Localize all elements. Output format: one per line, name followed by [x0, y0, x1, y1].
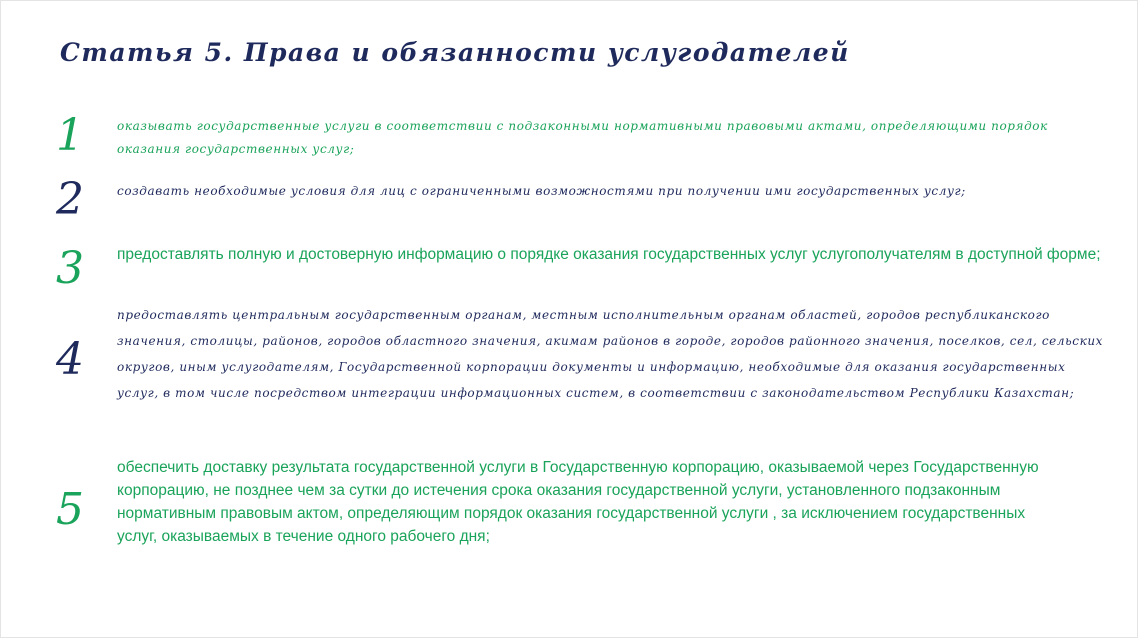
item-text-1: оказывать государственные услуги в соответствии с подзаконными нормативными правовыми актами, определяющими порядок оказания государственных услуг;	[117, 119, 1048, 156]
item-text-2: создавать необходимые условия для лиц с ограниченными возможностями при получении ими государственных услуг;	[117, 184, 966, 198]
slide-title: Статья 5. Права и обязанности услугодателей	[60, 38, 850, 67]
item-text-5: обеспечить доставку результата государственной услуги в Государственную корпорацию, оказываемой через Государственную корпорацию, не позднее чем за сутки до истечения срока оказания государственной услуги, установленного подзаконным нормативным правовым актом, определяющим порядок оказания государственной услуги , за исключением государственных услуг, оказываемых в течение одного рабочего дня;	[117, 459, 1039, 545]
item-number-3: 3	[56, 243, 84, 294]
item-text-4: предоставлять центральным государственным органам, местным исполнительным органам областей, городов республиканского значения, столицы, районов, городов областного значения, акимам районов в городе, городов районного значения, поселков, сел, сельских округов, иным услугодателям, Государственной корпорации документы и информацию, необходимые для оказания государственных услуг, в том числе посредством интеграции информационных систем, в соответствии с законодательством Республики Казахстан;	[117, 308, 1104, 400]
item-number-5: 5	[56, 484, 84, 535]
item-text-3: предоставлять полную и достоверную информацию о порядке оказания государственных услуг услугополучателям в доступной форме;	[117, 246, 1101, 263]
item-number-4: 4	[56, 334, 84, 385]
item-number-1: 1	[56, 110, 84, 161]
item-number-2: 2	[56, 174, 84, 225]
